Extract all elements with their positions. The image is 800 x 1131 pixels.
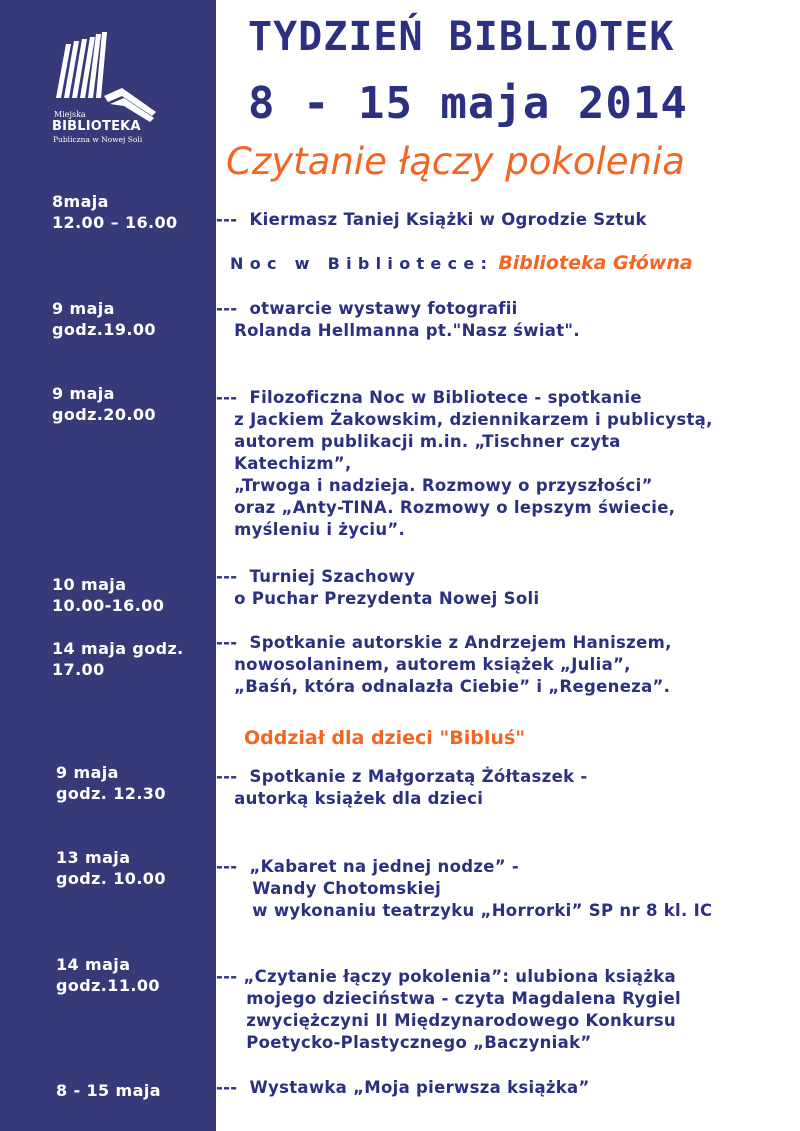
logo-text-sub: Publiczna w Nowej Soli bbox=[53, 135, 143, 144]
event-date bbox=[52, 298, 156, 340]
event-line: o Puchar Prezydenta Nowej Soli bbox=[216, 589, 540, 608]
event-line: --- otwarcie wystawy fotografii bbox=[216, 299, 518, 318]
logo-text-small: Miejska bbox=[54, 110, 86, 119]
event-line: autorką książek dla dzieci bbox=[216, 789, 484, 808]
event-line: z Jackiem Żakowskim, dziennikarzem i publicystą, bbox=[216, 410, 713, 429]
event-line: autorem publikacji m.in. „Tischner czyta bbox=[216, 432, 621, 451]
page-dates: 8 - 15 maja 2014 bbox=[248, 78, 688, 129]
event-date-line: godz.19.00 bbox=[52, 320, 156, 339]
event-line: zwyciężczyni II Międzynarodowego Konkursu bbox=[216, 1011, 676, 1030]
event-line: mojego dzieciństwa - czyta Magdalena Rygiel bbox=[216, 989, 681, 1008]
event-description bbox=[216, 387, 713, 541]
event-date-line: 12.00 – 16.00 bbox=[52, 213, 178, 232]
event-line: Wandy Chotomskiej bbox=[216, 879, 442, 898]
event-description bbox=[216, 566, 539, 610]
event-date-line: 8 - 15 maja bbox=[56, 1081, 161, 1100]
event-date bbox=[52, 574, 164, 616]
event-date-line: 9 maja bbox=[52, 384, 115, 403]
event-description bbox=[216, 298, 580, 342]
event-date-line: 9 maja bbox=[56, 763, 119, 782]
event-date-line: 13 maja bbox=[56, 848, 131, 867]
event-date-line: godz. 12.30 bbox=[56, 784, 166, 803]
event-line: „Trwoga i nadzieja. Rozmowy o przyszłości” bbox=[216, 476, 653, 495]
event-date-line: 10.00-16.00 bbox=[52, 596, 165, 615]
section-noc-w-bibliotece bbox=[230, 252, 693, 274]
event-date-line: 14 maja godz. bbox=[52, 639, 184, 658]
event-date-line: godz.20.00 bbox=[52, 405, 156, 424]
event-date bbox=[52, 638, 184, 680]
event-date-line: 10 maja bbox=[52, 575, 127, 594]
section-venue: Biblioteka Główna bbox=[498, 252, 693, 274]
event-description bbox=[216, 856, 712, 922]
event-line: Poetycko-Plastycznego „Baczyniak” bbox=[216, 1033, 592, 1052]
event-date-line: godz.11.00 bbox=[56, 976, 160, 995]
event-date bbox=[56, 847, 166, 889]
event-line: --- Filozoficzna Noc w Bibliotece - spotkanie bbox=[216, 388, 642, 407]
event-line: w wykonaniu teatrzyku „Horrorki” SP nr 8 kl. IC bbox=[216, 901, 713, 920]
section-title: Oddział dla dzieci "Bibluś" bbox=[244, 727, 526, 749]
event-line: --- Spotkanie autorskie z Andrzejem Haniszem, bbox=[216, 633, 672, 652]
event-line: oraz „Anty-TINA. Rozmowy o lepszym świecie, bbox=[216, 498, 676, 517]
section-oddzial-dla-dzieci bbox=[244, 727, 525, 749]
event-date-line: godz. 10.00 bbox=[56, 869, 166, 888]
event-line: myśleniu i życiu”. bbox=[216, 520, 406, 539]
event-date bbox=[56, 762, 166, 804]
event-line: --- Spotkanie z Małgorzatą Żółtaszek - bbox=[216, 767, 588, 786]
event-date bbox=[52, 383, 156, 425]
page-subtitle: Czytanie łączy pokolenia bbox=[226, 140, 685, 183]
event-line: „Baśń, która odnalazła Ciebie” i „Regeneza”. bbox=[216, 677, 671, 696]
event-date bbox=[56, 1080, 161, 1101]
event-line: --- „Czytanie łączy pokolenia”: ulubiona książka bbox=[216, 967, 676, 986]
event-line: --- Wystawka „Moja pierwsza książka” bbox=[216, 1078, 590, 1097]
event-line: nowosolaninem, autorem książek „Julia”, bbox=[216, 655, 631, 674]
page-title: TYDZIEŃ BIBLIOTEK bbox=[248, 14, 675, 60]
event-date bbox=[56, 954, 160, 996]
event-line: --- Turniej Szachowy bbox=[216, 567, 416, 586]
event-date-line: 17.00 bbox=[52, 660, 105, 679]
section-label: Noc w Bibliotece: bbox=[230, 254, 494, 273]
event-line: --- Kiermasz Taniej Książki w Ogrodzie Sztuk bbox=[216, 210, 647, 229]
event-line: Rolanda Hellmanna pt."Nasz świat". bbox=[216, 321, 580, 340]
event-date-line: 14 maja bbox=[56, 955, 131, 974]
logo-text-big: BIBLIOTEKA bbox=[52, 119, 141, 134]
event-date bbox=[52, 191, 178, 233]
event-description bbox=[216, 209, 647, 231]
event-date-line: 8maja bbox=[52, 192, 109, 211]
event-line: --- „Kabaret na jednej nodze” - bbox=[216, 857, 520, 876]
event-date-line: 9 maja bbox=[52, 299, 115, 318]
event-description bbox=[216, 632, 672, 698]
event-description bbox=[216, 766, 588, 810]
event-description bbox=[216, 966, 681, 1054]
event-line: Katechizm”, bbox=[216, 454, 352, 473]
event-description bbox=[216, 1077, 590, 1099]
